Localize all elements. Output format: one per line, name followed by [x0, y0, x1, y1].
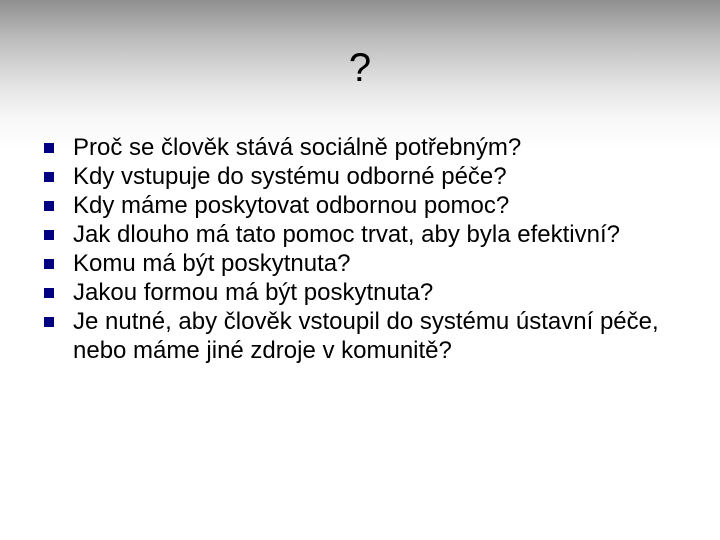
- bullet-text: Kdy vstupuje do systému odborné péče?: [73, 163, 507, 190]
- bullet-item: [44, 162, 694, 191]
- slide-title: ?: [348, 46, 372, 90]
- bullet-text: Proč se člověk stává sociálně potřebným?: [73, 134, 522, 161]
- square-bullet-icon: [44, 172, 54, 182]
- bullet-text: Jak dlouho má tato pomoc trvat, aby byla efektivní?: [73, 221, 620, 248]
- square-bullet-icon: [44, 230, 54, 240]
- square-bullet-icon: [44, 288, 54, 298]
- bullet-text: Komu má být poskytnuta?: [73, 250, 351, 277]
- bullet-item: [44, 278, 694, 307]
- square-bullet-icon: [44, 143, 54, 153]
- square-bullet-icon: [44, 317, 54, 327]
- bullet-item: [44, 307, 694, 365]
- bullet-item: [44, 249, 694, 278]
- bullet-text: Je nutné, aby člověk vstoupil do systému ústavní péče, nebo máme jiné zdroje v komunitě?: [73, 308, 659, 364]
- bullet-text: Kdy máme poskytovat odbornou pomoc?: [73, 192, 510, 219]
- bullet-item: [44, 220, 694, 249]
- square-bullet-icon: [44, 201, 54, 211]
- bullet-text: Jakou formou má být poskytnuta?: [73, 279, 434, 306]
- bullet-item: [44, 191, 694, 220]
- square-bullet-icon: [44, 259, 54, 269]
- bullet-item: [44, 133, 694, 162]
- bullet-list: [44, 133, 694, 365]
